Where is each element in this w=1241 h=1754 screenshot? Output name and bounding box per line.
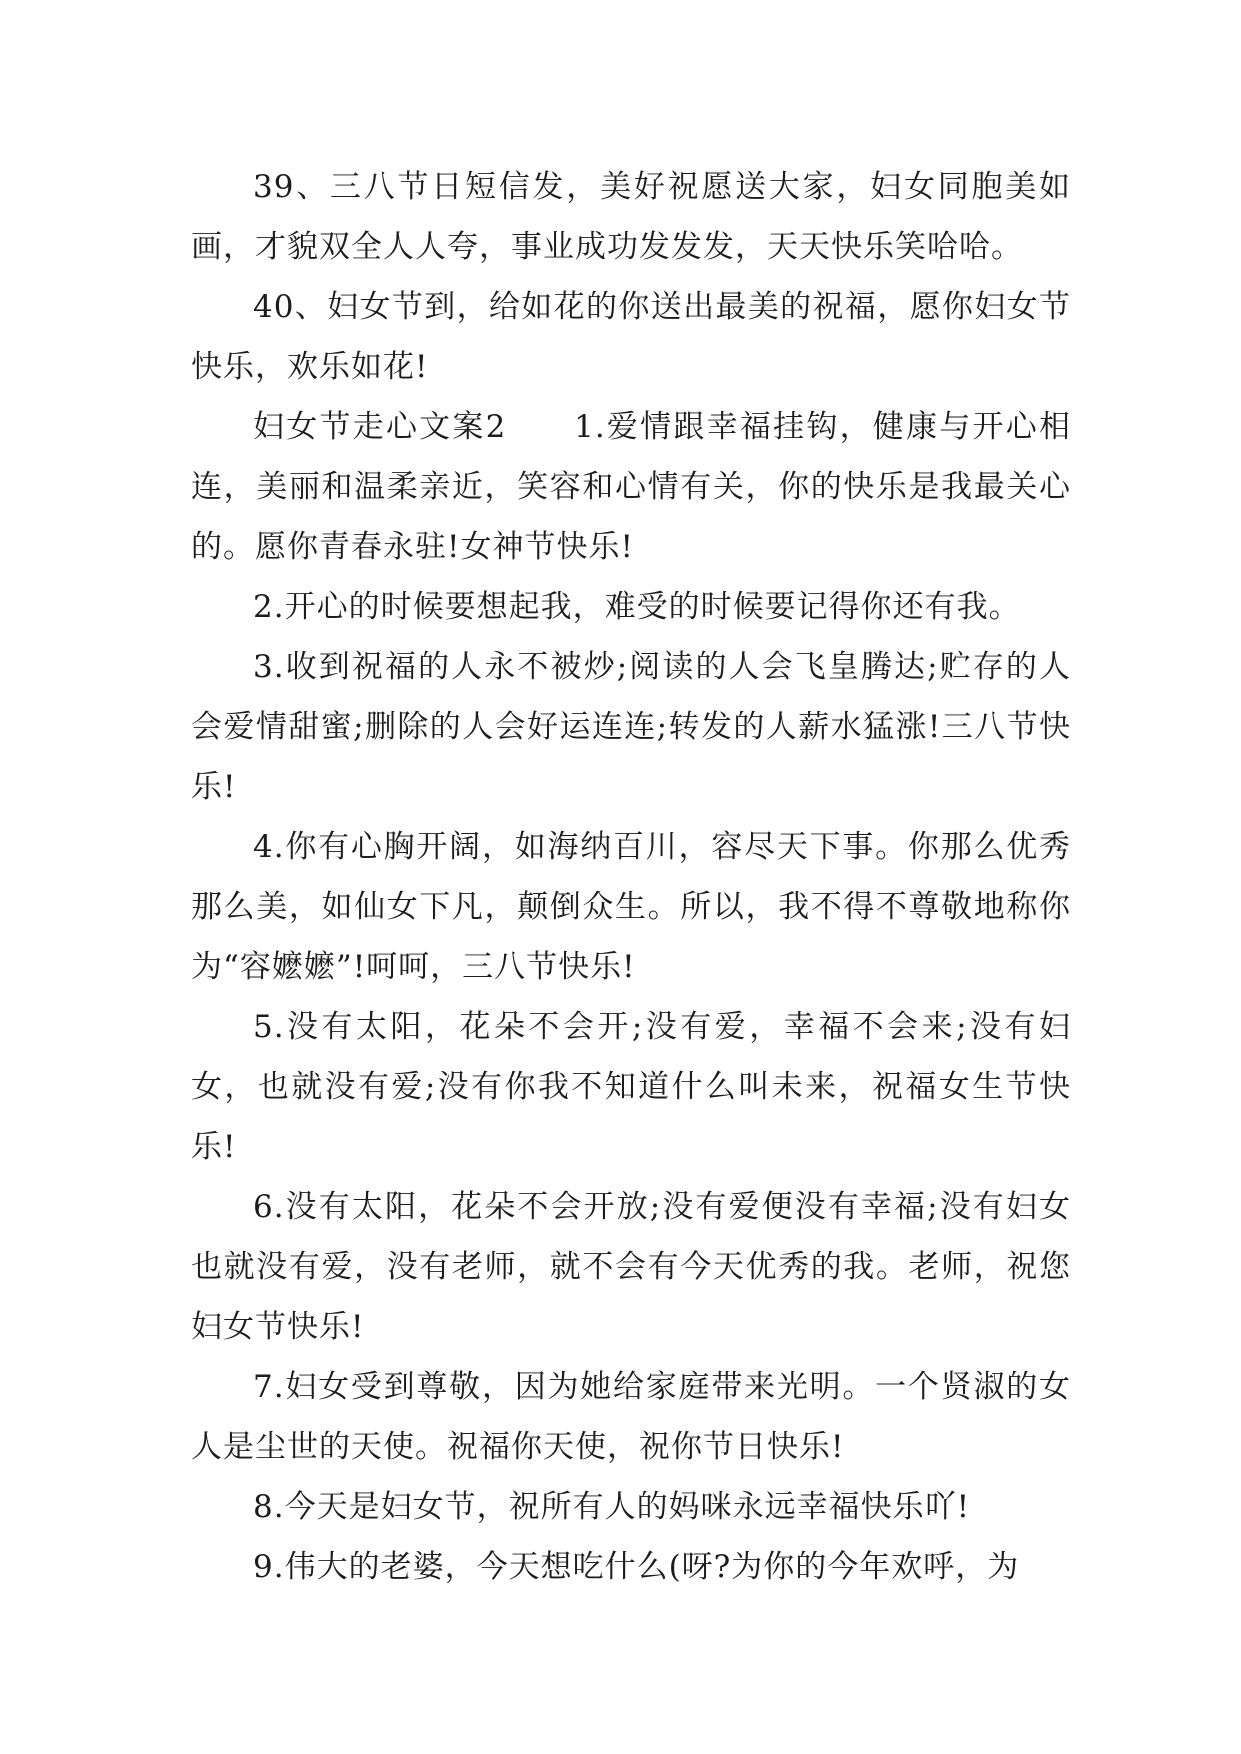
paragraph-item-3: 3.收到祝福的人永不被炒;阅读的人会飞皇腾达;贮存的人会爱情甜蜜;删除的人会好运连连;转发的人薪水猛涨!三八节快乐! bbox=[191, 649, 1071, 805]
paragraph-item-9: 9.伟大的老婆，今天想吃什么(呀?为你的今年欢呼，为 bbox=[253, 1549, 1020, 1585]
paragraph-item-5: 5.没有太阳，花朵不会开;没有爱，幸福不会来;没有妇女，也就没有爱;没有你我不知道什么叫未来，祝福女生节快乐! bbox=[191, 1009, 1071, 1165]
paragraph-item-2: 2.开心的时候要想起我，难受的时候要记得你还有我。 bbox=[253, 589, 1021, 625]
paragraph-item-6: 6.没有太阳，花朵不会开放;没有爱便没有幸福;没有妇女也就没有爱，没有老师，就不会有今天优秀的我。老师，祝您妇女节快乐! bbox=[191, 1189, 1071, 1345]
paragraph-40: 40、妇女节到，给如花的你送出最美的祝福，愿你妇女节快乐，欢乐如花! bbox=[191, 289, 1071, 385]
paragraph-section-heading: 妇女节走心文案2 1.爱情跟幸福挂钩，健康与开心相连，美丽和温柔亲近，笑容和心情有关，你的快乐是我最关心的。愿你青春永驻!女神节快乐! bbox=[191, 409, 1071, 565]
paragraph-item-7: 7.妇女受到尊敬，因为她给家庭带来光明。一个贤淑的女人是尘世的天使。祝福你天使，祝你节日快乐! bbox=[191, 1369, 1071, 1465]
paragraph-item-4: 4.你有心胸开阔，如海纳百川，容尽天下事。你那么优秀那么美，如仙女下凡，颠倒众生。所以，我不得不尊敬地称你为“容嬷嬷”!呵呵，三八节快乐! bbox=[191, 829, 1071, 985]
paragraph-39: 39、三八节日短信发，美好祝愿送大家，妇女同胞美如画，才貌双全人人夸，事业成功发发发，天天快乐笑哈哈。 bbox=[191, 169, 1071, 265]
paragraph-item-8: 8.今天是妇女节，祝所有人的妈咪永远幸福快乐吖! bbox=[253, 1489, 971, 1525]
document-body bbox=[191, 157, 1071, 1597]
